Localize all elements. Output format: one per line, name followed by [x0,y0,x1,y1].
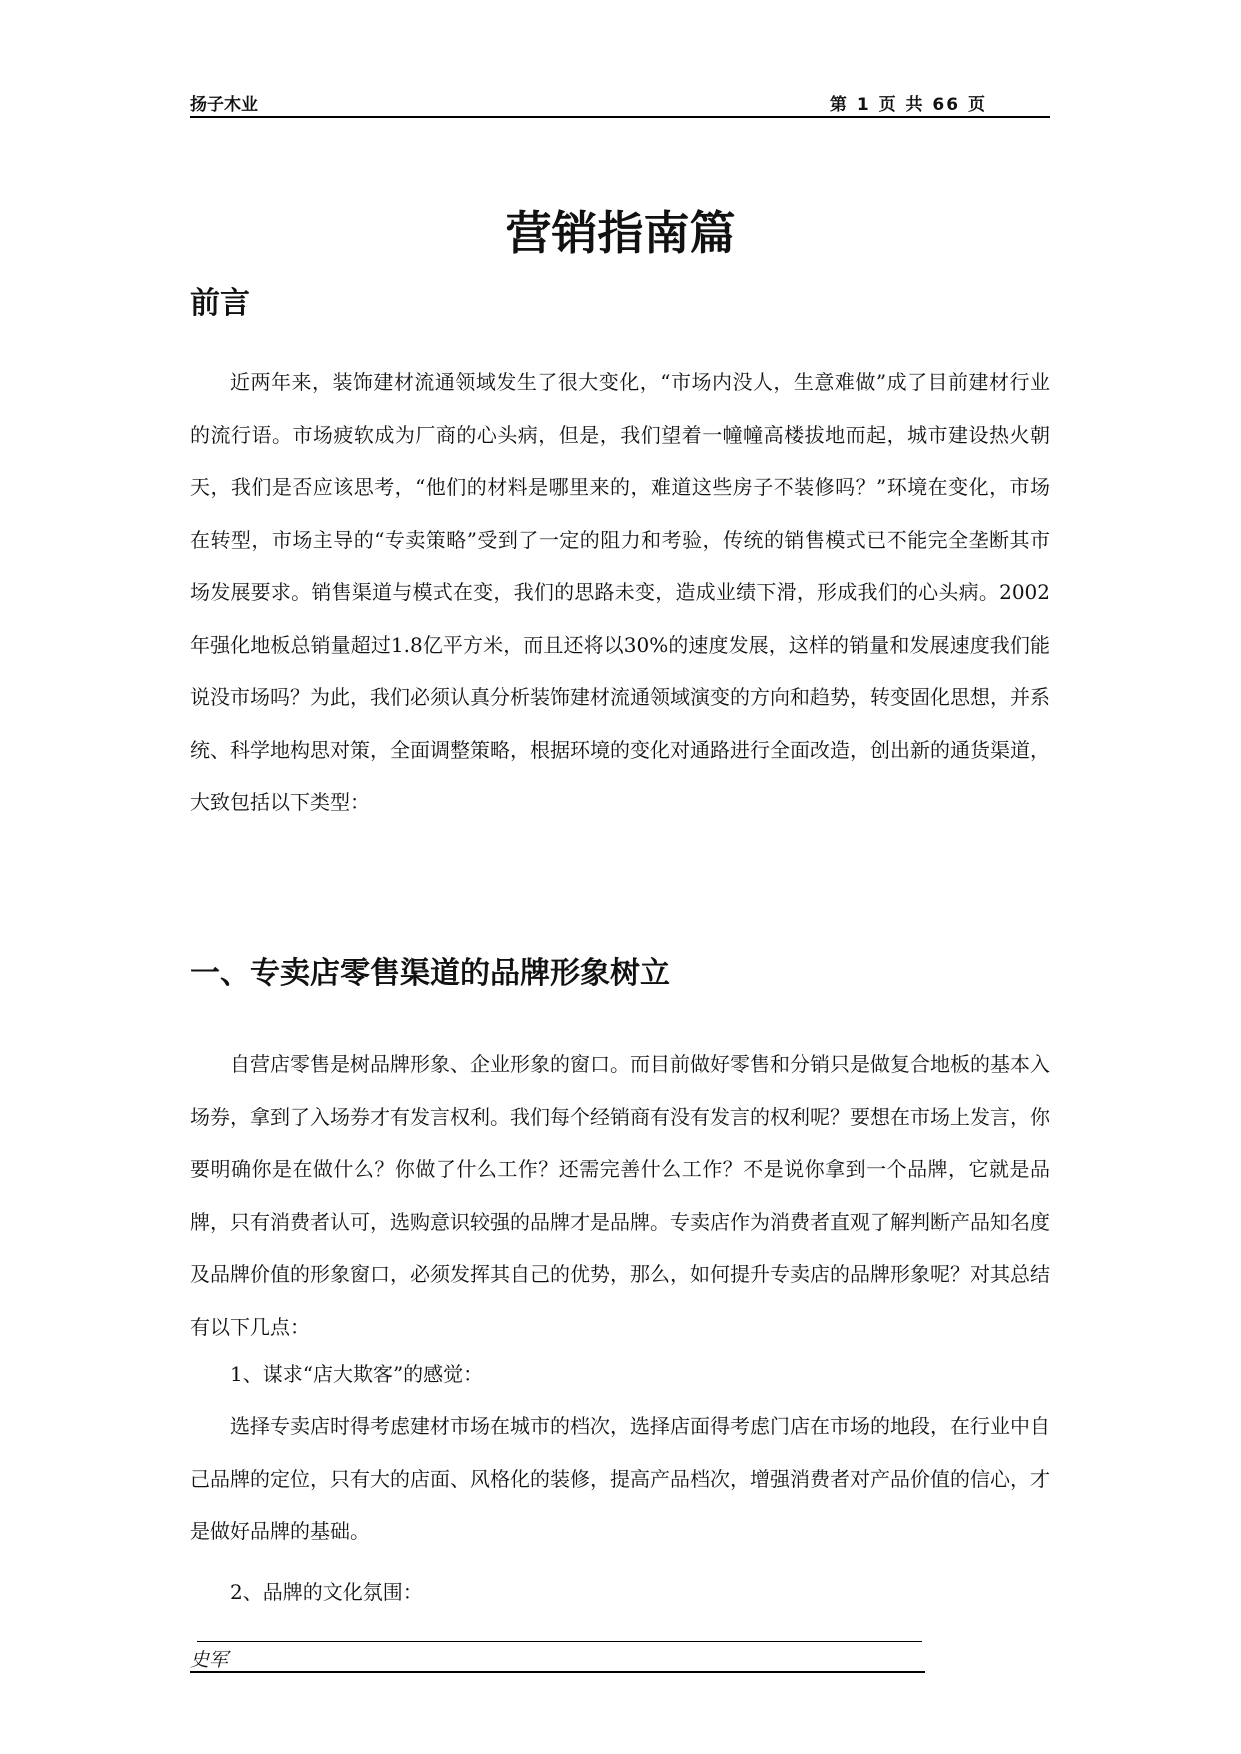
section1-item2-title: 2、品牌的文化氛围： [230,1580,423,1604]
footer-author: 史军 [190,1649,229,1671]
section1-heading: 一、专卖店零售渠道的品牌形象树立 [190,956,670,991]
section1-intro-paragraph: 自营店零售是树品牌形象、企业形象的窗口。而目前做好零售和分销只是做复合地板的基本入场券，拿到了入场券才有发言权利。我们每个经销商有没有发言的权利呢？要想在市场上发言，你要明确你是在做什么？你做了什么工作？还需完善什么工作？不是说你拿到一个品牌，它就是品牌，只有消费者认可，选购意识较强的品牌才是品牌。专卖店作为消费者直观了解判断产品知名度及品牌价值的形象窗口，必须发挥其自己的优势，那么，如何提升专卖店的品牌形象呢？对其总结有以下几点： [190,1052,1050,1339]
preface-heading: 前言 [190,286,250,321]
section1-item1-title: 1、谋求“店大欺客”的感觉： [230,1362,484,1386]
document-title: 营销指南篇 [505,206,736,260]
preface-paragraph: 近两年来，装饰建材流通领域发生了很大变化，“市场内没人，生意难做”成了目前建材行业的流行语。市场疲软成为厂商的心头病，但是，我们望着一幢幢高楼拔地而起，城市建设热火朝天，我们是否应该思考，“他们的材料是哪里来的，难道这些房子不装修吗？”环境在变化，市场在转型，市场主导的“专卖策略”受到了一定的阻力和考验，传统的销售模式已不能完全垄断其市场发展要求。销售渠道与模式在变，我们的思路未变，造成业绩下滑，形成我们的心头病。2002年强化地板总销量超过1.8亿平方米，而且还将以30%的速度发展，这样的销量和发展速度我们能说没市场吗？为此，我们必须认真分析装饰建材流通领域演变的方向和趋势，转变固化思想，并系统、科学地构思对策，全面调整策略，根据环境的变化对通路进行全面改造，创出新的通货渠道，大致包括以下类型： [190,370,1050,814]
header-company: 扬子木业 [190,95,258,115]
footer-divider-top [197,1641,922,1642]
header-page-number: 第 1 页 共 66 页 [829,95,987,115]
page-header [190,88,1050,118]
section1-item1-paragraph: 选择专卖店时得考虑建材市场在城市的档次，选择店面得考虑门店在市场的地段，在行业中自己品牌的定位，只有大的店面、风格化的装修，提高产品档次，增强消费者对产品价值的信心，才是做好品牌的基础。 [190,1414,1050,1543]
footer-divider-bottom [190,1671,925,1673]
